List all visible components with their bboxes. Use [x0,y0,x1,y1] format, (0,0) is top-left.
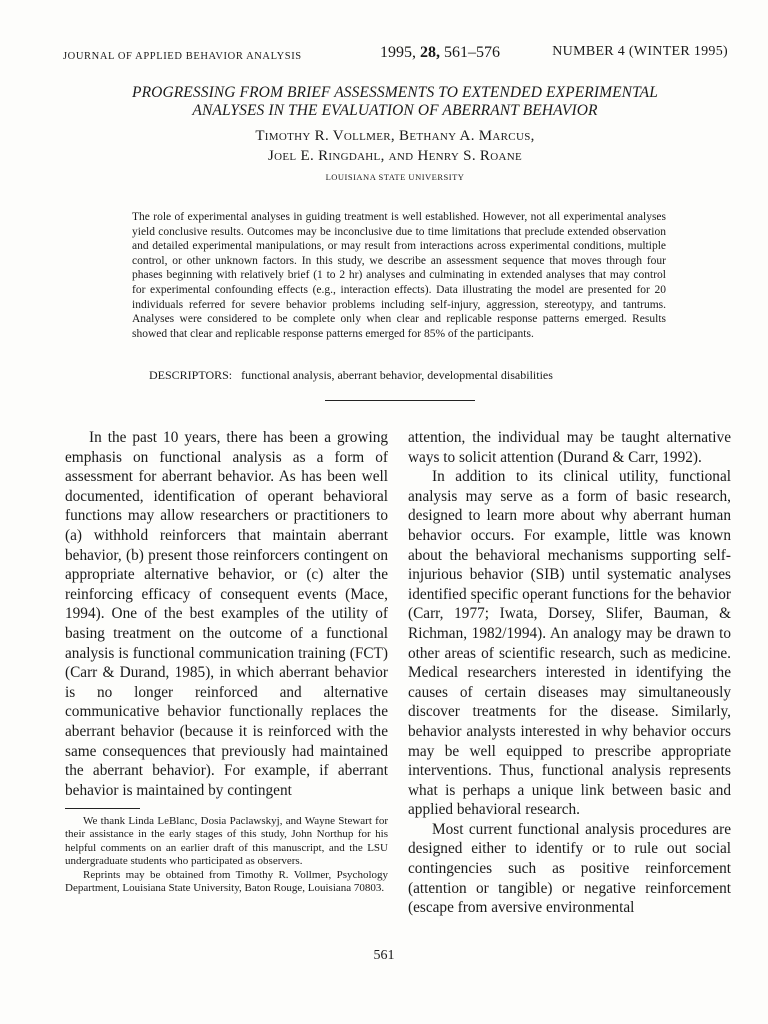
citation-year: 1995, [380,44,416,61]
abstract-text: The role of experimental analyses in guiding treatment is well established. However, not all experimental analyses yield conclusive results. Outcomes may be inconclusive due to time limitations that preclude extended observation and detailed experimental manipulations, or may result from interactions across experimental conditions, multiple control, or other unknown factors. In this study, we describe an assessment sequence that moves through four phases beginning with relatively brief (1 to 2 hr) analyses and culminating in extended analyses that may control for experimental confounding effects (e.g., interaction effects). Data illustrating the model are presented for 20 individuals referred for severe behavior problems including self-injury, aggression, stereotypy, and tantrums. Analyses were considered to be complete only when clear and replicable response patterns emerged. Results showed that clear and replicable response patterns emerged for 85% of the participants. [132,211,666,340]
page-number: 561 [373,948,395,963]
authors [70,126,720,166]
footnote-divider [65,808,140,809]
citation-pages: 561–576 [444,44,500,61]
body-paragraph-continued: attention, the individual may be taught alternative ways to solicit attention (Durand & Carr, 1992). [408,429,731,466]
title-line-2: ANALYSES IN THE EVALUATION OF ABERRANT BEHAVIOR [192,102,598,119]
citation-volume: 28, [420,44,440,61]
citation [380,44,500,62]
body-paragraph: In addition to its clinical utility, functional analysis may serve as a form of basic research, designed to learn more about why aberrant human behavior occurs. For example, little was known about the behavioral mechanisms supporting self-injurious behavior (SIB) until systematic analyses identified specific operant functions for the behavior (Carr, 1977; Iwata, Dorsey, Slifer, Bauman, & Richman, 1982/1994). An analogy may be drawn to other areas of scientific research, such as medicine. Medical researchers interested in identifying the causes of certain diseases may simultaneously discover treatments for the disease. Similarly, behavior analysts interested in why behavior occurs may be well equipped to prescribe appropriate interventions. Thus, functional analysis represents what is perhaps a unique link between basic and applied behavioral research. [408,468,731,819]
descriptors-label: DESCRIPTORS: [149,368,233,382]
authors-line-1: Timothy R. Vollmer, Bethany A. Marcus, [255,128,535,144]
body-column-right [408,428,731,918]
abstract [132,210,666,341]
title-line-1: PROGRESSING FROM BRIEF ASSESSMENTS TO EXTENDED EXPERIMENTAL [132,84,658,101]
footnotes [65,815,388,895]
descriptors [149,368,669,382]
body-paragraph: Most current functional analysis procedures are designed either to identify or to rule out social contingencies such as positive reinforcement (attention or tangible) or negative reinforcement (escape from aversive environmental [408,820,731,917]
article-title [70,84,720,120]
footnote-reprints: Reprints may be obtained from Timothy R. Vollmer, Psychology Department, Louisiana State University, Baton Rouge, Louisiana 70803. [65,868,388,895]
journal-name: JOURNAL OF APPLIED BEHAVIOR ANALYSIS [63,51,302,62]
affiliation: LOUISIANA STATE UNIVERSITY [325,172,465,182]
footnote-thanks: We thank Linda LeBlanc, Dosia Paclawskyj, and Wayne Stewart for their assistance in the early stages of this study, John Northup for his helpful comments on an earlier draft of this manuscript, and the LSU undergraduate students who participated as observers. [65,815,388,868]
body-paragraph: In the past 10 years, there has been a growing emphasis on functional analysis as a form of assessment for aberrant behavior. As has been well documented, identification of operant behavioral functions may allow researchers or practitioners to (a) withhold reinforcers that maintain aberrant behavior, (b) present those reinforcers contingent on appropriate alternative behavior, or (c) alter the reinforcing efficacy of consequent events (Mace, 1994). One of the best examples of the utility of basing treatment on the outcome of a functional analysis is functional communication training (FCT) (Carr & Durand, 1985), in which aberrant behavior is no longer reinforced and alternative communicative behavior functionally replaces the aberrant behavior (because it is reinforced with the same consequences that previously had maintained the aberrant behavior). For example, if aberrant behavior is maintained by contingent [65,429,388,799]
descriptors-text: functional analysis, aberrant behavior, developmental disabilities [241,368,553,382]
issue-number: NUMBER 4 (WINTER 1995) [552,44,728,59]
body-column-left [65,428,388,800]
authors-line-2: Joel E. Ringdahl, and Henry S. Roane [268,148,522,164]
section-divider [325,400,475,401]
